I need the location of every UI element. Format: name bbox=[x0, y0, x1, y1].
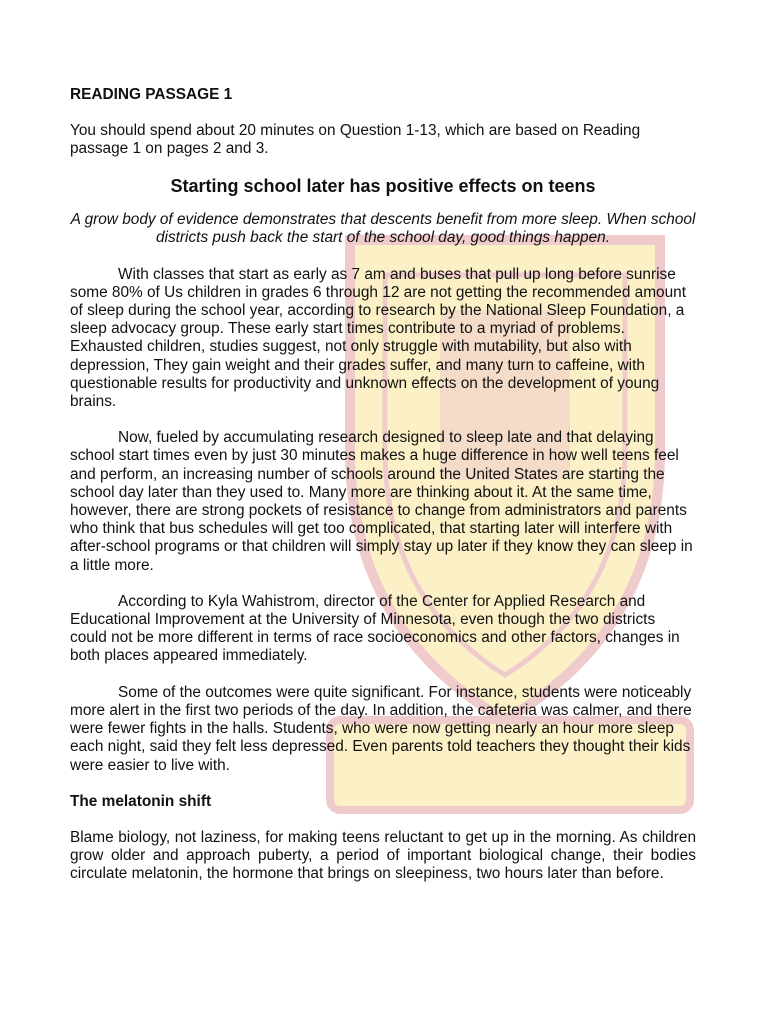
reading-passage-page bbox=[70, 86, 696, 884]
instructions-text: You should spend about 20 minutes on Question 1-13, which are based on Reading passage 1 on pages 2 and 3. bbox=[70, 122, 641, 158]
body-paragraph-2: Now, fueled by accumulating research designed to sleep late and that delaying school start times even by just 30 minutes makes a huge difference in how well teens feel and perform, an increasing number of schools around the United States are starting the school day later than they used to. Many more are thinking about it. At the same time, however, there are strong pockets of resistance to change from administrators and parents who think that bus schedules will get too complicated, that starting later will interfere with after-school programs or that children will simply stay up later if they know they can sleep in a little more. bbox=[70, 429, 693, 574]
body-paragraph-4: Some of the outcomes were quite significant. For instance, students were noticeably more alert in the first two periods of the day. In addition, the cafeteria was calmer, and there were fewer fights in the halls. Students, who were now getting nearly an hour more sleep each night, said they felt less depressed. Even parents told teachers they thought their kids were easier to live with. bbox=[70, 683, 692, 774]
body-paragraph-5: Blame biology, not laziness, for making teens reluctant to get up in the morning. As children grow older and approach puberty, a period of important biological change, their bodies circulate melatonin, the hormone that brings on sleepiness, two hours later than before. bbox=[70, 828, 696, 883]
passage-lead: A grow body of evidence demonstrates that descents benefit from more sleep. When school districts push back the start of the school day, good things happen. bbox=[70, 210, 696, 247]
section-label: READING PASSAGE 1 bbox=[70, 86, 233, 103]
body-paragraph-3: According to Kyla Wahistrom, director of the Center for Applied Research and Educational Improvement at the University of Minnesota, even though the two districts could not be more different in terms of race socioeconomics and other factors, changes in both places appeared immediately. bbox=[70, 592, 680, 665]
passage-title: Starting school later has positive effects on teens bbox=[170, 175, 596, 196]
body-paragraph-1: With classes that start as early as 7 am and buses that pull up long before sunrise some 80% of Us children in grades 6 through 12 are not getting the recommended amount of sleep during the school year, according to research by the National Sleep Foundation, a sleep advocacy group. These early start times contribute to a myriad of problems. Exhausted children, studies suggest, not only struggle with mutability, but also with depression, They gain weight and their grades suffer, and many turn to caffeine, with questionable results for productivity and unknown effects on the development of young brains. bbox=[70, 265, 686, 411]
section-subheading: The melatonin shift bbox=[70, 792, 212, 810]
